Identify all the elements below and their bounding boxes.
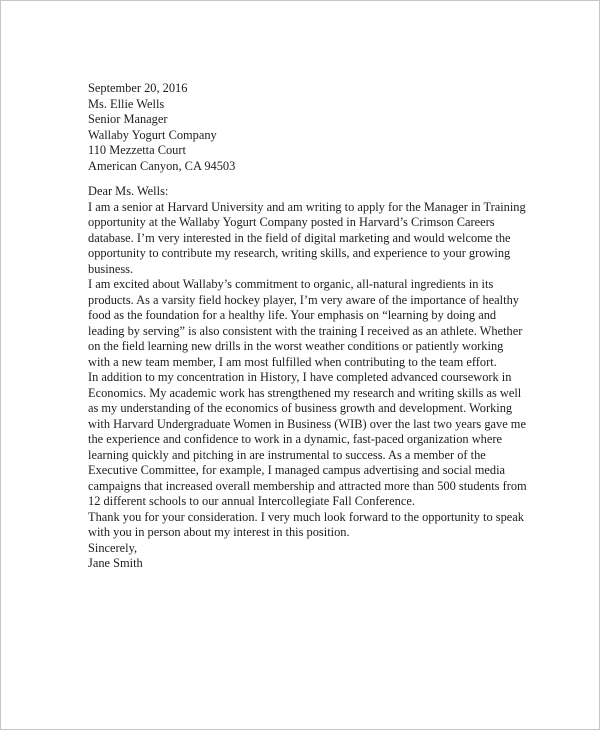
recipient-city-state-zip: American Canyon, CA 94503 xyxy=(88,158,236,173)
body-paragraph-3: In addition to my concentration in History, I have completed advanced coursework in Economics. My academic work has strengthened my research and writing skills as well as my understanding of the economics of business growth and development. Working with Harvard Undergraduate Women in Business (WIB) over the last two years gave me the experience and confidence to work in a dynamic, fast-paced organization where learning quickly and pitching in are instrumental to success. As a member of the Executive Committee, for example, I managed campus advertising and social media campaigns that increased overall membership and attracted more than 500 students from 12 different schools to our annual Intercollegiate Fall Conference. xyxy=(88,370,527,508)
signature-name: Jane Smith xyxy=(88,556,143,570)
closing-phrase: Sincerely, xyxy=(88,540,138,555)
recipient-address-block xyxy=(88,97,527,175)
recipient-title: Senior Manager xyxy=(88,112,168,126)
body-paragraph-2: I am excited about Wallaby’s commitment to organic, all-natural ingredients in its products. As a varsity field hockey player, I’m very aware of the importance of healthy food as the foundation for a healthy life. Your emphasis on “learning by doing and leading by serving” is also consistent with the training I received as an athlete. Whether on the field learning new drills in the worst weather conditions or patiently working with a new team member, I am most fulfilled when contributing to the team effort. xyxy=(88,277,523,369)
letter-date: September 20, 2016 xyxy=(88,81,188,95)
recipient-name: Ms. Ellie Wells xyxy=(88,96,165,111)
body-paragraph-4: Thank you for your consideration. I very much look forward to the opportunity to speak with you in person about my interest in this position. xyxy=(88,509,524,539)
salutation: Dear Ms. Wells: xyxy=(88,184,169,198)
recipient-company: Wallaby Yogurt Company xyxy=(88,127,217,142)
body-paragraph-1: I am a senior at Harvard University and am writing to apply for the Manager in Training opportunity at the Wallaby Yogurt Company posted in Harvard’s Crimson Careers database. I’m very interested in the field of digital marketing and would welcome the opportunity to contribute my research, writing skills, and experience to your growing business. xyxy=(88,199,526,276)
recipient-street-address: 110 Mezzetta Court xyxy=(88,143,186,157)
